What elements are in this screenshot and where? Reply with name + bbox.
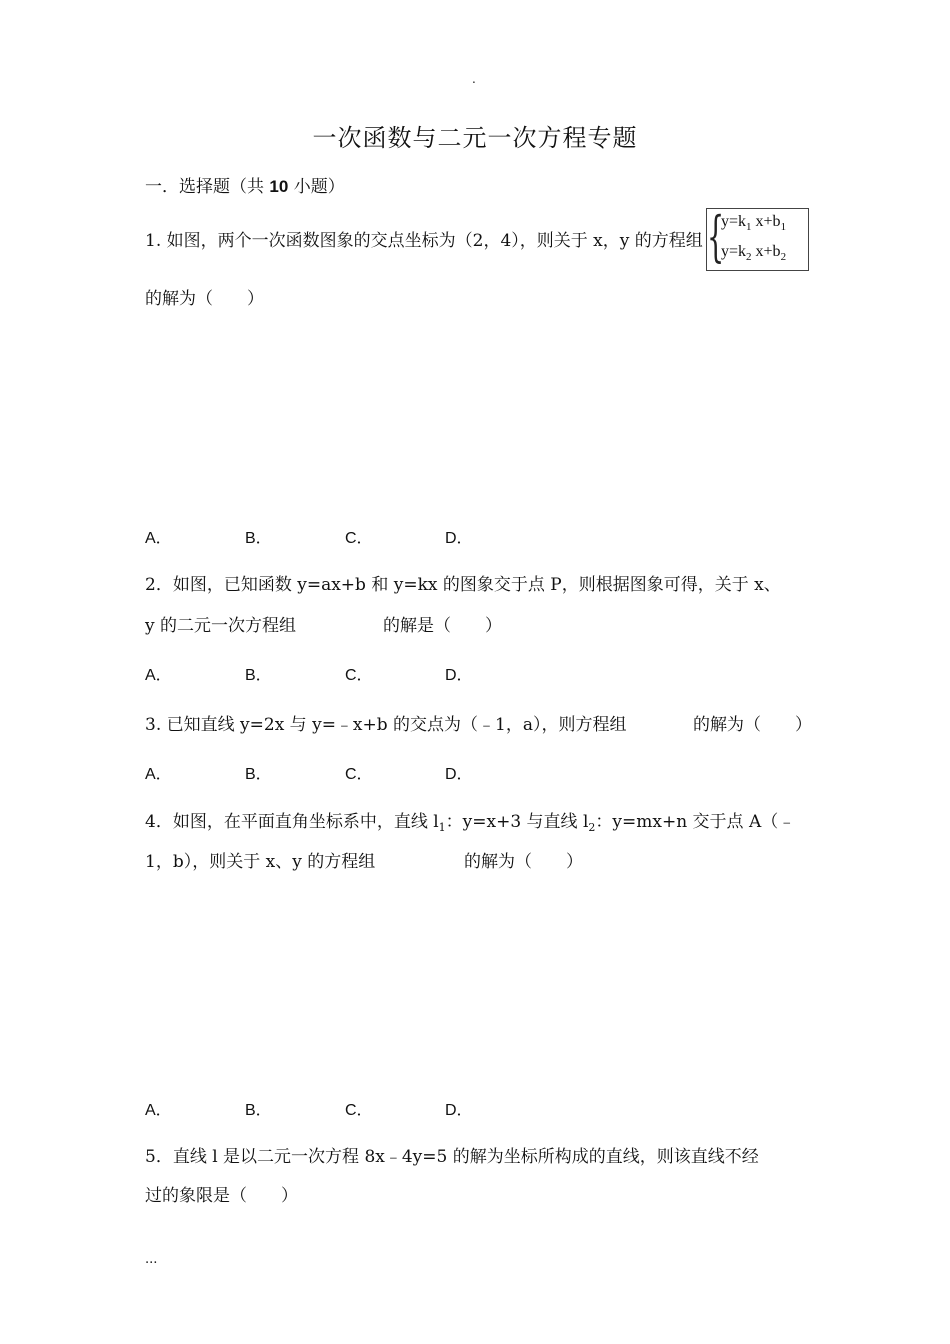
- q2-option-a[interactable]: A．: [145, 667, 172, 684]
- equation-system-image: [706, 205, 809, 271]
- brace-icon: {: [707, 205, 725, 268]
- question-2-line-2a: y 的二元一次方程组: [145, 616, 297, 636]
- q2-option-c[interactable]: C．: [345, 667, 373, 684]
- q1-option-a[interactable]: A．: [145, 530, 172, 547]
- question-1-text: 1. 如图，两个一次函数图象的交点坐标为（2，4），则关于 x，y 的方程组: [145, 231, 703, 251]
- q1-option-d[interactable]: D．: [445, 530, 473, 547]
- q2-option-b[interactable]: B．: [245, 667, 272, 684]
- footer-ellipsis: ...: [145, 1252, 158, 1267]
- q4-option-b[interactable]: B．: [245, 1102, 272, 1119]
- question-5-line-2: 过的象限是（ ）: [145, 1186, 298, 1206]
- question-5-line-1: 5．直线 l 是以二元一次方程 8x﹣4y=5 的解为坐标所构成的直线，则该直线不经: [145, 1147, 759, 1167]
- question-1-continuation: 的解为（ ）: [145, 289, 264, 309]
- q3-option-d[interactable]: D．: [445, 766, 473, 783]
- equation-line-1: $y=k_1$ $x+b_1$: [721, 213, 787, 233]
- q4-option-a[interactable]: A．: [145, 1102, 172, 1119]
- q4-option-d[interactable]: D．: [445, 1102, 473, 1119]
- q3-option-c[interactable]: C．: [345, 766, 373, 783]
- q1-option-b[interactable]: B．: [245, 530, 272, 547]
- q2-option-d[interactable]: D．: [445, 667, 473, 684]
- question-4-line-2b: 的解为（ ）: [464, 852, 583, 872]
- question-2-line-1: 2．如图，已知函数 y=ax+b 和 y=kx 的图象交于点 P，则根据图象可得，关于 x、: [145, 575, 781, 595]
- question-4-line-1: 4．如图，在平面直角坐标系中，直线 $l_1$：y=x+3 与直线 $l_2$：y=mx+n 交于点 A（﹣: [145, 812, 796, 834]
- q4-option-c[interactable]: C．: [345, 1102, 373, 1119]
- question-2-line-2b: 的解是（ ）: [383, 616, 502, 636]
- q1-option-c[interactable]: C．: [345, 530, 373, 547]
- question-4-line-2a: 1，b），则关于 x、y 的方程组: [145, 852, 376, 872]
- q3-option-b[interactable]: B．: [245, 766, 272, 783]
- section-heading: 一．选择题（共 10 小题）: [145, 177, 345, 197]
- header-dot: .: [472, 72, 476, 86]
- page-title: 一次函数与二元一次方程专题: [312, 124, 638, 152]
- q3-option-a[interactable]: A．: [145, 766, 172, 783]
- question-3-line-1a: 3. 已知直线 y=2x 与 y=﹣x+b 的交点为（﹣1，a），则方程组: [145, 715, 627, 735]
- equation-line-2: $y=k_2$ $x+b_2$: [721, 243, 787, 263]
- question-3-line-1b: 的解为（ ）: [693, 715, 812, 735]
